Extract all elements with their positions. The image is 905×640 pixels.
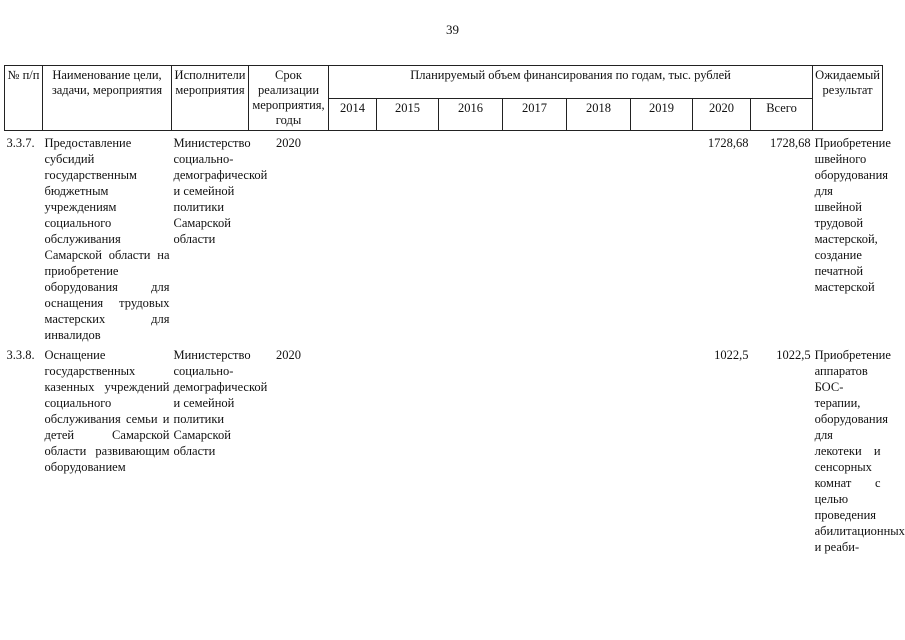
row-value-2020: 1728,68 [693, 131, 751, 344]
row-value-2014 [329, 131, 377, 344]
row-name: Предоставление субсидий государственным бюджетным учреждениям социального обслуживания Самарской области на приобретение оборудования для оснащения трудовых мастерских для инвалидов [43, 131, 172, 344]
row-total: 1728,68 [751, 131, 813, 344]
row-name: Оснащение государственных казенных учреждений социального обслуживания семьи и детей Самарской области развивающим оборудованием [44, 348, 170, 474]
header-row-top [5, 66, 883, 99]
header-num: № п/п [5, 66, 43, 131]
header-year: 2018 [567, 98, 631, 131]
row-value-2019 [631, 343, 693, 582]
table-row [5, 131, 883, 344]
header-executors: Исполнители мероприятия [172, 66, 249, 131]
row-value-2018 [567, 131, 631, 344]
row-term: 2020 [249, 131, 329, 344]
table-row [5, 343, 883, 582]
row-term: 2020 [276, 348, 301, 362]
row-value-2017 [503, 131, 567, 344]
header-year: 2019 [631, 98, 693, 131]
header-year: 2017 [503, 98, 567, 131]
row-value-2015 [377, 131, 439, 344]
row-executors: Министерство социально-демографической и семейной политики Самарской области [173, 348, 268, 458]
row-value-2020: 1022,5 [714, 348, 749, 362]
row-value-2014 [329, 343, 377, 582]
row-total: 1022,5 [776, 348, 811, 362]
row-result: Приобретение аппаратов БОС-терапии, оборудования для лекотеки и сенсорных комнат с целью проведения абилитационных и реаби- [814, 348, 905, 554]
header-funding: Планируемый объем финансирования по годам, тыс. рублей [329, 66, 813, 99]
page-number: 39 [446, 22, 459, 37]
row-number: 3.3.8. [6, 348, 35, 362]
header-year: 2020 [693, 98, 751, 131]
row-result: Приобретение швейного оборудования для швейной трудовой мастерской, создание печатной мастерской [813, 131, 883, 344]
funding-plan-table [4, 65, 905, 582]
header-year: 2016 [439, 98, 503, 131]
row-value-2018 [567, 343, 631, 582]
header-year: 2015 [377, 98, 439, 131]
header-year: 2014 [329, 98, 377, 131]
row-value-2016 [439, 131, 503, 344]
row-value-2019 [631, 131, 693, 344]
header-name: Наименование цели, задачи, мероприятия [43, 66, 172, 131]
row-value-2017 [503, 343, 567, 582]
header-term: Срок реализации мероприятия, годы [249, 66, 329, 131]
row-value-2016 [439, 343, 503, 582]
row-value-2015 [377, 343, 439, 582]
header-result: Ожидаемый результат [813, 66, 883, 131]
row-number: 3.3.7. [5, 131, 43, 344]
row-executors: Министерство социально-демографической и семейной политики Самарской области [172, 131, 249, 344]
header-total: Всего [751, 98, 813, 131]
